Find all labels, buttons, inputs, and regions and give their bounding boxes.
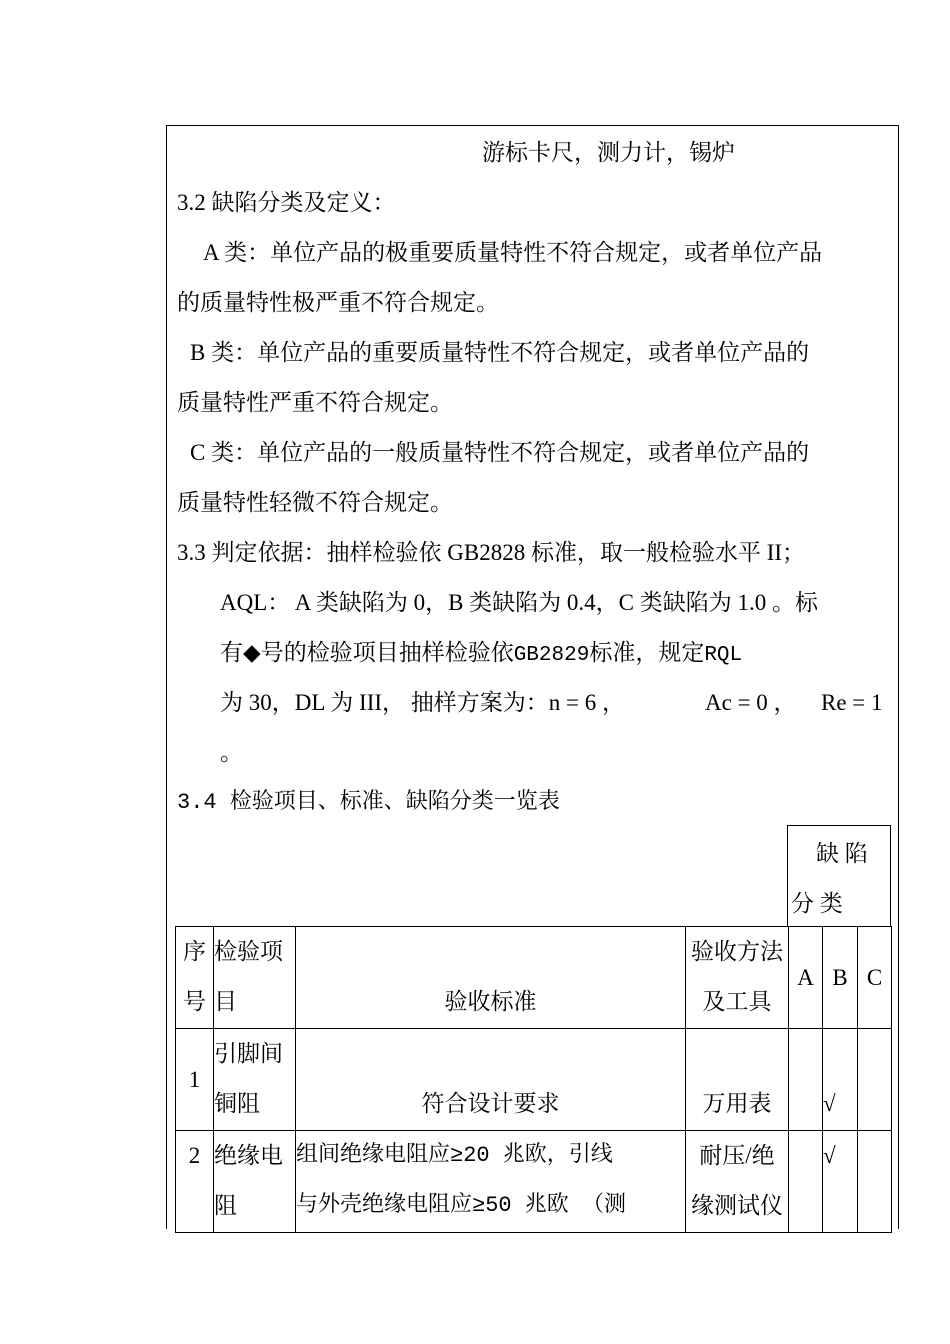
rql-text-2: 标准，规定 bbox=[589, 640, 705, 665]
rql-line bbox=[220, 628, 742, 681]
row-1-class-b-mark: √ bbox=[823, 1091, 836, 1116]
row-1-standard-line-1 bbox=[296, 1029, 685, 1079]
header-class-b: B bbox=[823, 927, 858, 1029]
tools-line: 游标卡尺，测力计，锡炉 bbox=[482, 140, 735, 165]
section-3-2-heading: 3.2 缺陷分类及定义： bbox=[177, 190, 396, 215]
class-c-line-1: C 类：单位产品的一般质量特性不符合规定，或者单位产品的 bbox=[190, 440, 810, 465]
row-1-standard-line-2: 符合设计要求 bbox=[421, 1091, 560, 1116]
row-2-standard bbox=[296, 1131, 686, 1233]
row-1-no: 1 bbox=[176, 1029, 214, 1131]
row-2-no: 2 bbox=[176, 1131, 214, 1233]
row-1-item-line-2: 铜阻 bbox=[214, 1091, 260, 1116]
header-item bbox=[214, 927, 296, 1029]
row-1-class-a bbox=[789, 1029, 823, 1131]
header-no bbox=[176, 927, 214, 1029]
row-2-item-line-1: 绝缘电 bbox=[214, 1143, 283, 1168]
table-header-row bbox=[176, 927, 892, 1029]
row-1-class-c bbox=[858, 1029, 892, 1131]
header-class-c: C bbox=[858, 927, 892, 1029]
header-standard bbox=[296, 927, 686, 1029]
row-1-method bbox=[686, 1029, 789, 1131]
row-2-method bbox=[686, 1131, 789, 1233]
table-row bbox=[176, 1131, 892, 1233]
table-row bbox=[176, 1029, 892, 1131]
sampling-ac: Ac = 0 ， bbox=[705, 690, 797, 715]
header-method-line-2: 及工具 bbox=[702, 989, 772, 1014]
sampling-plan-line: 为 30，DL 为 III， 抽样方案为：n = 6 ， bbox=[220, 690, 626, 715]
rql-text-1: 有◆号的检验项目抽样检验依 bbox=[220, 640, 514, 665]
row-1-standard bbox=[296, 1029, 686, 1131]
rql-abbr: RQL bbox=[704, 644, 743, 667]
row-2-item bbox=[214, 1131, 296, 1233]
class-a-line-1: A 类：单位产品的极重要质量特性不符合规定，或者单位产品 bbox=[203, 240, 823, 265]
header-method bbox=[686, 927, 789, 1029]
row-2-item-line-2: 阻 bbox=[214, 1193, 237, 1218]
class-b-line-2: 质量特性严重不符合规定。 bbox=[177, 390, 453, 415]
rql-standard-code: GB2829 bbox=[513, 644, 590, 667]
row-2-class-c bbox=[858, 1131, 892, 1233]
row-1-method-line-2: 万用表 bbox=[702, 1091, 772, 1116]
row-2-class-a bbox=[789, 1131, 823, 1233]
row-1-class-b bbox=[823, 1029, 858, 1131]
header-no-line-2: 号 bbox=[183, 989, 206, 1014]
aql-line: AQL： A 类缺陷为 0，B 类缺陷为 0.4，C 类缺陷为 1.0 。标 bbox=[220, 590, 819, 615]
section-3-3-heading: 3.3 判定依据：抽样检验依 GB2828 标准，取一般检验水平 II； bbox=[177, 540, 806, 565]
class-a-line-2: 的质量特性极严重不符合规定。 bbox=[177, 290, 499, 315]
header-method-line-1: 验收方法 bbox=[691, 939, 783, 964]
defect-class-header-line-1: 缺 陷 bbox=[816, 841, 868, 866]
header-item-line-1: 检验项 bbox=[214, 939, 283, 964]
row-2-standard-line-2: 与外壳绝缘电阻应≥50 兆欧 （测 bbox=[296, 1193, 627, 1218]
inspection-table bbox=[175, 926, 892, 1233]
row-1-item-line-1: 引脚间 bbox=[214, 1041, 283, 1066]
row-2-method-line-2: 缘测试仪 bbox=[691, 1193, 783, 1218]
defect-class-header bbox=[787, 825, 891, 927]
row-1-item bbox=[214, 1029, 296, 1131]
sampling-re: Re = 1 bbox=[821, 690, 883, 715]
defect-class-header-line-2: 分 类 bbox=[791, 891, 843, 916]
section-3-4-heading: 3.4 检验项目、标准、缺陷分类一览表 bbox=[177, 790, 560, 815]
row-2-standard-line-1: 组间绝缘电阻应≥20 兆欧，引线 bbox=[296, 1143, 613, 1168]
row-2-class-b: √ bbox=[823, 1131, 858, 1233]
row-2-method-line-1: 耐压/绝 bbox=[699, 1143, 775, 1168]
header-class-a: A bbox=[789, 927, 823, 1029]
sampling-end-mark: 。 bbox=[220, 740, 243, 765]
header-item-line-2: 目 bbox=[214, 989, 237, 1014]
header-standard-label: 验收标准 bbox=[444, 989, 537, 1014]
class-c-line-2: 质量特性轻微不符合规定。 bbox=[177, 490, 453, 515]
header-no-line-1: 序 bbox=[183, 939, 206, 964]
row-1-method-line-1 bbox=[686, 1029, 788, 1079]
class-b-line-1: B 类：单位产品的重要质量特性不符合规定，或者单位产品的 bbox=[190, 340, 810, 365]
